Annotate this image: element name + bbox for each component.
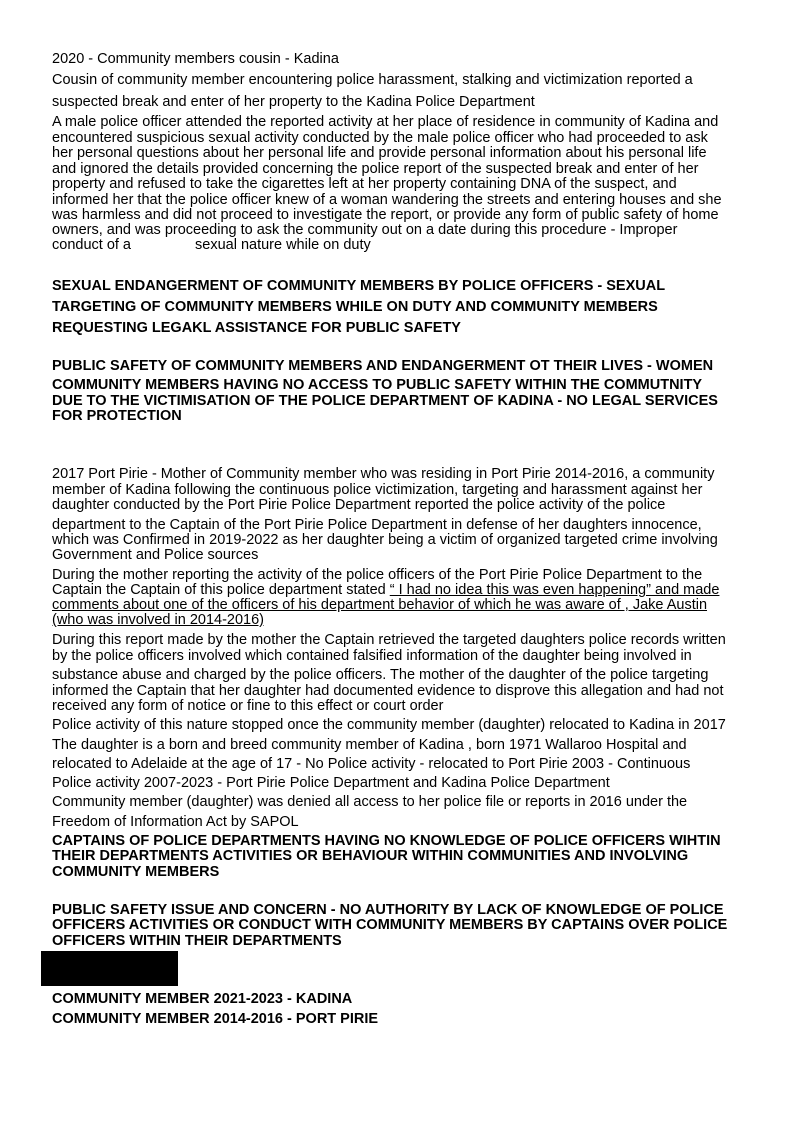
paragraph-line: Government and Police sources bbox=[52, 547, 259, 563]
paragraph-line: informed her that the police officer knew of a woman wandering the streets and entering houses and she bbox=[52, 192, 722, 208]
section-heading-line: TARGETING OF COMMUNITY MEMBERS WHILE ON DUTY AND COMMUNITY MEMBERS bbox=[52, 299, 658, 315]
paragraph-line: by the police officers involved which contained falsified information of the daughter being involved in bbox=[52, 648, 692, 664]
section-heading-line: DUE TO THE VICTIMISATION OF THE POLICE DEPARTMENT OF KADINA - NO LEGAL SERVICES bbox=[52, 393, 718, 409]
paragraph-line: Community member (daughter) was denied all access to her police file or reports in 2016 under the bbox=[52, 794, 688, 810]
paragraph-line: Police activity 2007-2023 - Port Pirie Police Department and Kadina Police Department bbox=[52, 775, 610, 791]
section-heading-line: PUBLIC SAFETY ISSUE AND CONCERN - NO AUTHORITY BY LACK OF KNOWLEDGE OF POLICE bbox=[52, 902, 724, 918]
captain-quote: “ I had no idea this was even happening” and made bbox=[389, 582, 720, 598]
paragraph-line: The daughter is a born and breed community member of Kadina , born 1971 Wallaroo Hospital and bbox=[52, 737, 687, 753]
redaction-block bbox=[41, 951, 178, 986]
paragraph-line: was harmless and did not proceed to investigate the report, or provide any form of public safety of home bbox=[52, 207, 719, 223]
section-heading-line: REQUESTING LEGAKL ASSISTANCE FOR PUBLIC SAFETY bbox=[52, 320, 461, 336]
paragraph-line: property and refused to take the cigarettes left at her property containing DNA of the suspect, and bbox=[52, 176, 677, 192]
captain-quote-line: comments about one of the officers of his department behavior of which he was aware of , Jake Austin bbox=[52, 597, 708, 613]
paragraph-line: which was Confirmed in 2019-2022 as her daughter being a victim of organized targeted crime involving bbox=[52, 532, 718, 548]
paragraph-line: member of Kadina following the continuous police victimization, targeting and harassment against her bbox=[52, 482, 703, 498]
captain-quote-line: (who was involved in 2014-2016) bbox=[52, 612, 264, 628]
paragraph-line: Freedom of Information Act by SAPOL bbox=[52, 814, 299, 830]
paragraph-line: informed the Captain that her daughter had documented evidence to disprove this allegation and had not bbox=[52, 683, 724, 699]
paragraph-line: During this report made by the mother the Captain retrieved the targeted daughters police records written bbox=[52, 632, 726, 648]
paragraph-line bbox=[52, 237, 371, 253]
section-heading-line: COMMUNITY MEMBERS bbox=[52, 864, 220, 880]
section-heading-line: SEXUAL ENDANGERMENT OF COMMUNITY MEMBERS BY POLICE OFFICERS - SEXUAL bbox=[52, 278, 666, 294]
paragraph-line: encountered suspicious sexual activity conducted by the male police officer who had proceeded to ask bbox=[52, 130, 708, 146]
paragraph-fragment: conduct of a bbox=[52, 237, 131, 253]
section-heading-line: OFFICERS ACTIVITIES OR CONDUCT WITH COMMUNITY MEMBERS BY CAPTAINS OVER POLICE bbox=[52, 917, 728, 933]
section-heading-line: COMMUNITY MEMBERS HAVING NO ACCESS TO PUBLIC SAFETY WITHIN THE COMMUTNITY bbox=[52, 377, 703, 393]
paragraph-line: Police activity of this nature stopped once the community member (daughter) relocated to Kadina in 2017 bbox=[52, 717, 726, 733]
signature-line: COMMUNITY MEMBER 2021-2023 - KADINA bbox=[52, 991, 353, 1007]
paragraph-line: 2017 Port Pirie - Mother of Community member who was residing in Port Pirie 2014-2016, a community bbox=[52, 466, 715, 482]
paragraph-line: A male police officer attended the reported activity at her place of residence in community of Kadina and bbox=[52, 114, 719, 130]
paragraph-line: department to the Captain of the Port Pirie Police Department in defense of her daughters innocence, bbox=[52, 517, 702, 533]
paragraph-fragment: Captain the Captain of this police department stated bbox=[52, 582, 390, 598]
paragraph-line: Cousin of community member encountering police harassment, stalking and victimization reported a bbox=[52, 72, 693, 88]
signature-line: COMMUNITY MEMBER 2014-2016 - PORT PIRIE bbox=[52, 1011, 379, 1027]
paragraph-line: relocated to Adelaide at the age of 17 - No Police activity - relocated to Port Pirie 2003 - Continuous bbox=[52, 756, 691, 772]
paragraph-line: During the mother reporting the activity of the police officers of the Port Pirie Police Department to the bbox=[52, 567, 703, 583]
section-heading-line: CAPTAINS OF POLICE DEPARTMENTS HAVING NO KNOWLEDGE OF POLICE OFFICERS WIHTIN bbox=[52, 833, 721, 849]
paragraph-line: substance abuse and charged by the police officers. The mother of the daughter of the police targeting bbox=[52, 667, 709, 683]
paragraph-line: her personal questions about her personal life and provide personal information about his personal life bbox=[52, 145, 707, 161]
paragraph-line: daughter conducted by the Port Pirie Police Department reported the police activity of the police bbox=[52, 497, 666, 513]
incident-heading-2020: 2020 - Community members cousin - Kadina bbox=[52, 51, 339, 67]
section-heading-line: THEIR DEPARTMENTS ACTIVITIES OR BEHAVIOUR WITHIN COMMUNITIES AND INVOLVING bbox=[52, 848, 689, 864]
section-heading-line: OFFICERS WITHIN THEIR DEPARTMENTS bbox=[52, 933, 342, 949]
paragraph-line: received any form of notice or fine to this effect or court order bbox=[52, 698, 444, 714]
section-heading-line: FOR PROTECTION bbox=[52, 408, 182, 424]
section-heading-line: PUBLIC SAFETY OF COMMUNITY MEMBERS AND ENDANGERMENT OT THEIR LIVES - WOMEN bbox=[52, 358, 714, 374]
paragraph-line: and ignored the details provided concerning the police report of the suspected break and enter of her bbox=[52, 161, 699, 177]
paragraph-fragment: sexual nature while on duty bbox=[195, 237, 371, 253]
paragraph-line: suspected break and enter of her property to the Kadina Police Department bbox=[52, 94, 535, 110]
paragraph-line: owners, and was proceeding to ask the community out on a date during this procedure - Improper bbox=[52, 222, 678, 238]
paragraph-line bbox=[52, 582, 719, 598]
